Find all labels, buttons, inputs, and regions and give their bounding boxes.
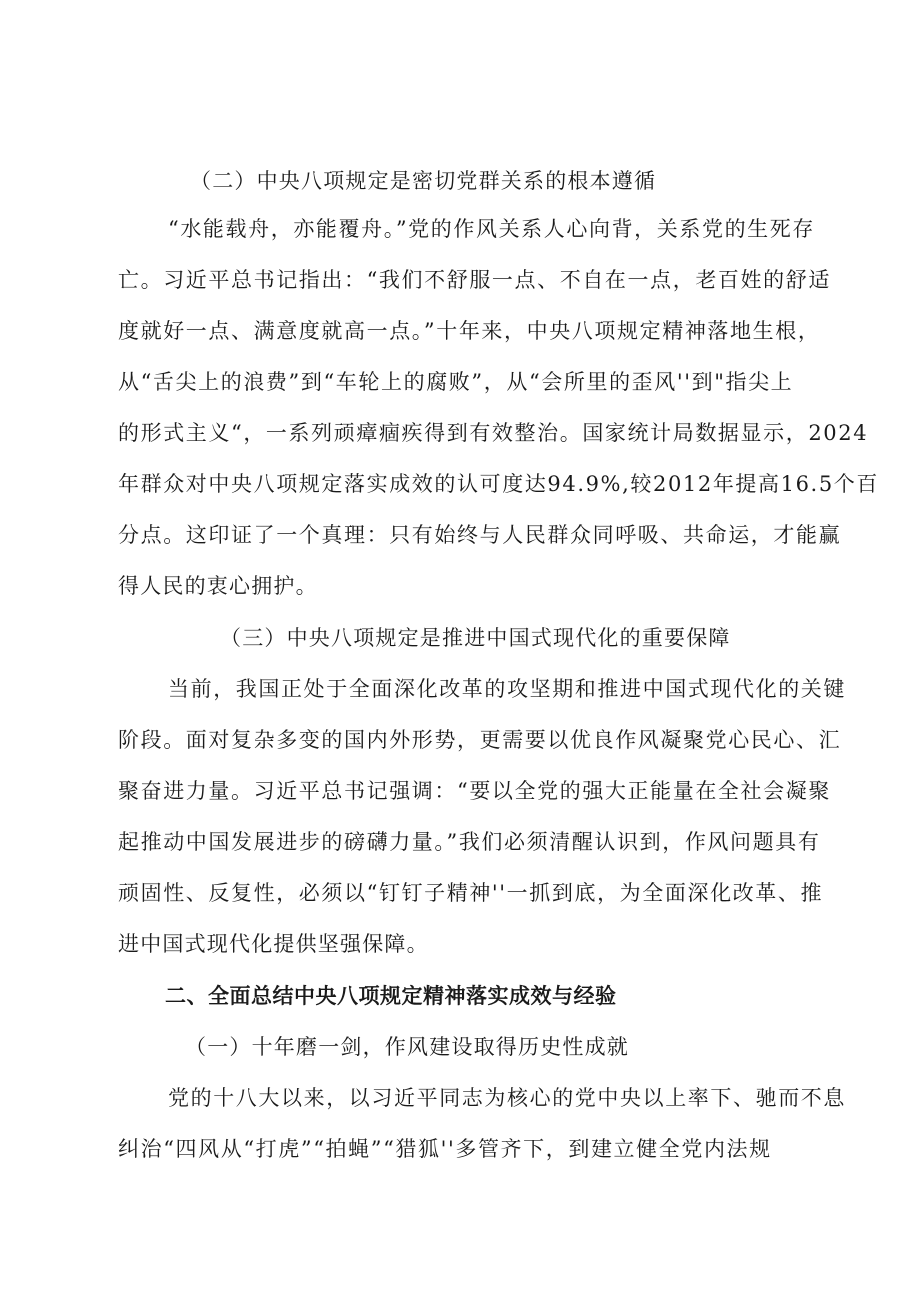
paragraph-line: 聚奋进力量。习近平总书记强调：“要以全党的强大正能量在全社会凝聚: [118, 779, 831, 803]
paragraph-line: 当前，我国正处于全面深化改革的攻坚期和推进中国式现代化的关键: [168, 677, 846, 701]
subheading-1: （一）十年磨一剑，作风建设取得历史性成就: [185, 1035, 629, 1059]
paragraph-line: “水能载舟，亦能覆舟。”党的作风关系人心向背，关系党的生死存: [168, 217, 815, 241]
paragraph-line: 的形式主义“，一系列顽瘴痼疾得到有效整治。国家统计局数据显示，2024: [118, 421, 869, 445]
subheading-2: （二）中央八项规定是密切党群关系的根本遵循: [190, 169, 657, 193]
paragraph-line: 阶段。面对复杂多变的国内外形势，更需要以优良作风凝聚党心民心、汇: [118, 728, 842, 752]
paragraph-line: 从“舌尖上的浪费”到“车轮上的腐败”，从“会所里的歪风''到"指尖上: [118, 370, 794, 394]
paragraph-line: 纠治“四风从“打虎”“拍蝇”“猎狐''多管齐下，到建立健全党内法规: [118, 1137, 772, 1161]
paragraph-line: 年群众对中央八项规定落实成效的认可度达94.9%,较2012年提高16.5个百: [118, 472, 879, 496]
paragraph-line: 起推动中国发展进步的磅礴力量。”我们必须清醒认识到，作风问题具有: [118, 830, 821, 854]
paragraph-line: 分点。这印证了一个真理：只有始终与人民群众同呼吸、共命运，才能赢: [118, 523, 842, 547]
paragraph-line: 顽固性、反复性，必须以“钉钉子精神''一抓到底，为全面深化改革、推: [118, 881, 824, 905]
section-heading: 二、全面总结中央八项规定精神落实成效与经验: [165, 984, 617, 1008]
paragraph-line: 度就好一点、满意度就高一点。”十年来，中央八项规定精神落地生根，: [118, 319, 821, 343]
subheading-3: （三）中央八项规定是推进中国式现代化的重要保障: [220, 626, 731, 650]
paragraph-line: 进中国式现代化提供坚强保障。: [118, 932, 429, 956]
paragraph-line: 得人民的衷心拥护。: [118, 574, 318, 598]
paragraph-line: 亡。习近平总书记指出：“我们不舒服一点、不自在一点，老百姓的舒适: [118, 268, 831, 292]
paragraph-line: 党的十八大以来，以习近平同志为核心的党中央以上率下、驰而不息: [168, 1086, 846, 1110]
